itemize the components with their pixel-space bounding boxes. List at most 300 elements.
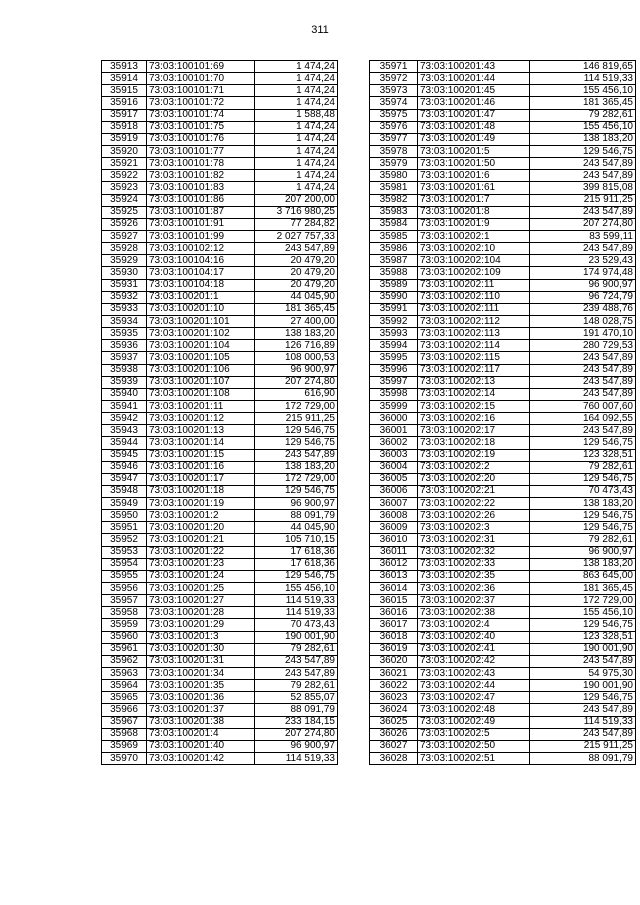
cadastral-value: 1 588,48 [255,109,338,121]
row-number: 36007 [370,498,418,510]
cadastral-value: 243 547,89 [530,704,636,716]
row-number: 35939 [102,376,147,388]
cadastral-value: 243 547,89 [530,388,636,400]
row-number: 36008 [370,510,418,522]
table-row [102,716,338,728]
cadastral-number: 73:03:100201:106 [147,364,255,376]
row-number: 35929 [102,255,147,267]
cadastral-number: 73:03:100202:16 [418,413,530,425]
table-row [102,315,338,327]
cadastral-value: 1 474,24 [255,97,338,109]
cadastral-number: 73:03:100201:2 [147,510,255,522]
row-number: 35964 [102,680,147,692]
cadastral-value: 181 365,45 [530,97,636,109]
cadastral-number: 73:03:100202:4 [418,619,530,631]
row-number: 35993 [370,328,418,340]
row-number: 36020 [370,655,418,667]
cadastral-number: 73:03:100101:99 [147,230,255,242]
table-row [370,352,636,364]
cadastral-value: 123 328,51 [530,631,636,643]
cadastral-value: 243 547,89 [530,206,636,218]
row-number: 35994 [370,340,418,352]
cadastral-value: 88 091,79 [255,704,338,716]
row-number: 35944 [102,437,147,449]
row-number: 36014 [370,583,418,595]
row-number: 35930 [102,267,147,279]
cadastral-value: 172 729,00 [255,400,338,412]
table-row [370,558,636,570]
cadastral-value: 243 547,89 [530,243,636,255]
table-row [102,498,338,510]
row-number: 35955 [102,570,147,582]
table-row [102,279,338,291]
table-row [102,631,338,643]
cadastral-value: 20 479,20 [255,267,338,279]
cadastral-value: 138 183,20 [530,558,636,570]
row-number: 35948 [102,485,147,497]
cadastral-value: 174 974,48 [530,267,636,279]
cadastral-value: 616,90 [255,388,338,400]
cadastral-number: 73:03:100201:43 [418,61,530,73]
cadastral-value: 863 645,00 [530,570,636,582]
cadastral-number: 73:03:100201:10 [147,303,255,315]
cadastral-value: 138 183,20 [255,328,338,340]
cadastral-value: 114 519,33 [530,73,636,85]
row-number: 35940 [102,388,147,400]
cadastral-number: 73:03:100202:33 [418,558,530,570]
cadastral-value: 172 729,00 [255,473,338,485]
table-row [370,388,636,400]
row-number: 35971 [370,61,418,73]
cadastral-number: 73:03:100202:15 [418,400,530,412]
table-row [102,109,338,121]
cadastral-number: 73:03:100101:91 [147,218,255,230]
row-number: 35962 [102,655,147,667]
row-number: 35960 [102,631,147,643]
cadastral-value: 181 365,45 [255,303,338,315]
cadastral-number: 73:03:100202:11 [418,279,530,291]
cadastral-number: 73:03:100202:5 [418,728,530,740]
cadastral-value: 1 474,24 [255,158,338,170]
cadastral-number: 73:03:100201:28 [147,607,255,619]
table-row [102,158,338,170]
cadastral-number: 73:03:100202:19 [418,449,530,461]
table-row [370,546,636,558]
table-row [370,570,636,582]
row-number: 35966 [102,704,147,716]
cadastral-number: 73:03:100201:19 [147,498,255,510]
table-row [370,753,636,765]
table-row [102,328,338,340]
row-number: 35965 [102,692,147,704]
cadastral-value: 108 000,53 [255,352,338,364]
cadastral-value: 88 091,79 [530,753,636,765]
table-row [370,170,636,182]
cadastral-value: 54 975,30 [530,668,636,680]
table-row [370,740,636,752]
table-row [102,461,338,473]
table-row [370,85,636,97]
cadastral-value: 114 519,33 [255,753,338,765]
table-row [370,279,636,291]
table-row [102,704,338,716]
table-row [102,97,338,109]
cadastral-number: 73:03:100202:32 [418,546,530,558]
row-number: 35922 [102,170,147,182]
cadastral-value: 123 328,51 [530,449,636,461]
cadastral-value: 96 900,97 [255,498,338,510]
table-row [370,668,636,680]
table-row [370,194,636,206]
table-row [370,400,636,412]
row-number: 35996 [370,364,418,376]
cadastral-value: 129 546,75 [530,145,636,157]
cadastral-number: 73:03:100201:105 [147,352,255,364]
table-row [102,170,338,182]
cadastral-number: 73:03:100201:101 [147,315,255,327]
row-number: 35925 [102,206,147,218]
cadastral-value: 17 618,36 [255,546,338,558]
table-row [102,376,338,388]
cadastral-value: 23 529,43 [530,255,636,267]
cadastral-number: 73:03:100202:109 [418,267,530,279]
cadastral-number: 73:03:100201:37 [147,704,255,716]
table-row [102,473,338,485]
cadastral-value: 207 274,80 [255,376,338,388]
cadastral-value: 96 900,97 [530,279,636,291]
right-register-table [369,60,636,765]
page-number: 311 [311,24,329,36]
table-row [102,740,338,752]
cadastral-number: 73:03:100101:70 [147,73,255,85]
cadastral-value: 83 599,11 [530,230,636,242]
cadastral-number: 73:03:100201:38 [147,716,255,728]
cadastral-value: 243 547,89 [255,668,338,680]
cadastral-number: 73:03:100101:77 [147,145,255,157]
cadastral-number: 73:03:100201:4 [147,728,255,740]
cadastral-number: 73:03:100101:71 [147,85,255,97]
row-number: 36001 [370,425,418,437]
row-number: 35932 [102,291,147,303]
cadastral-number: 73:03:100202:104 [418,255,530,267]
cadastral-value: 190 001,90 [530,643,636,655]
row-number: 36006 [370,485,418,497]
table-row [370,109,636,121]
table-row [102,485,338,497]
table-row [102,680,338,692]
table-row [102,522,338,534]
cadastral-value: 129 546,75 [530,619,636,631]
row-number: 35921 [102,158,147,170]
cadastral-value: 233 184,15 [255,716,338,728]
cadastral-value: 1 474,24 [255,145,338,157]
table-row [102,643,338,655]
table-row [102,340,338,352]
cadastral-value: 243 547,89 [530,425,636,437]
cadastral-value: 138 183,20 [255,461,338,473]
cadastral-value: 129 546,75 [530,473,636,485]
row-number: 36022 [370,680,418,692]
cadastral-value: 190 001,90 [530,680,636,692]
cadastral-number: 73:03:100101:83 [147,182,255,194]
row-number: 35977 [370,133,418,145]
cadastral-value: 70 473,43 [255,619,338,631]
row-number: 35991 [370,303,418,315]
cadastral-value: 20 479,20 [255,255,338,267]
row-number: 35923 [102,182,147,194]
cadastral-value: 191 470,10 [530,328,636,340]
row-number: 35950 [102,510,147,522]
cadastral-value: 1 474,24 [255,73,338,85]
cadastral-value: 181 365,45 [530,583,636,595]
row-number: 36018 [370,631,418,643]
table-row [102,595,338,607]
cadastral-number: 73:03:100202:26 [418,510,530,522]
cadastral-number: 73:03:100202:38 [418,607,530,619]
cadastral-value: 129 546,75 [530,510,636,522]
cadastral-number: 73:03:100101:69 [147,61,255,73]
row-number: 35984 [370,218,418,230]
cadastral-number: 73:03:100201:47 [418,109,530,121]
cadastral-number: 73:03:100202:1 [418,230,530,242]
table-row [370,230,636,242]
table-row [370,425,636,437]
row-number: 35928 [102,243,147,255]
cadastral-number: 73:03:100202:113 [418,328,530,340]
cadastral-number: 73:03:100202:51 [418,753,530,765]
cadastral-number: 73:03:100101:86 [147,194,255,206]
cadastral-value: 243 547,89 [530,655,636,667]
cadastral-number: 73:03:100202:117 [418,364,530,376]
cadastral-value: 129 546,75 [530,437,636,449]
table-row [370,473,636,485]
table-row [102,583,338,595]
cadastral-value: 172 729,00 [530,595,636,607]
table-row [102,619,338,631]
table-row [370,303,636,315]
row-number: 36016 [370,607,418,619]
cadastral-number: 73:03:100201:36 [147,692,255,704]
cadastral-value: 243 547,89 [530,364,636,376]
row-number: 35999 [370,400,418,412]
cadastral-number: 73:03:100202:13 [418,376,530,388]
table-row [102,753,338,765]
cadastral-value: 148 028,75 [530,315,636,327]
table-row [370,607,636,619]
cadastral-number: 73:03:100201:108 [147,388,255,400]
cadastral-value: 1 474,24 [255,85,338,97]
cadastral-number: 73:03:100201:42 [147,753,255,765]
cadastral-value: 155 456,10 [530,607,636,619]
cadastral-number: 73:03:100201:44 [418,73,530,85]
table-row [370,364,636,376]
cadastral-value: 1 474,24 [255,133,338,145]
row-number: 35980 [370,170,418,182]
cadastral-value: 114 519,33 [255,595,338,607]
table-row [102,218,338,230]
row-number: 35969 [102,740,147,752]
row-number: 35972 [370,73,418,85]
table-row [370,643,636,655]
row-number: 35981 [370,182,418,194]
cadastral-number: 73:03:100201:24 [147,570,255,582]
cadastral-value: 3 716 980,25 [255,206,338,218]
row-number: 35945 [102,449,147,461]
cadastral-value: 105 710,15 [255,534,338,546]
cadastral-value: 129 546,75 [530,522,636,534]
row-number: 35952 [102,534,147,546]
cadastral-number: 73:03:100202:17 [418,425,530,437]
table-row [102,291,338,303]
cadastral-value: 129 546,75 [530,692,636,704]
table-row [370,315,636,327]
cadastral-number: 73:03:100101:82 [147,170,255,182]
cadastral-value: 27 400,00 [255,315,338,327]
row-number: 35924 [102,194,147,206]
cadastral-number: 73:03:100201:13 [147,425,255,437]
cadastral-number: 73:03:100202:49 [418,716,530,728]
table-row [102,570,338,582]
row-number: 36003 [370,449,418,461]
table-row [102,85,338,97]
table-row [102,413,338,425]
cadastral-number: 73:03:100104:16 [147,255,255,267]
cadastral-number: 73:03:100202:112 [418,315,530,327]
cadastral-number: 73:03:100201:15 [147,449,255,461]
cadastral-value: 52 855,07 [255,692,338,704]
cadastral-number: 73:03:100201:29 [147,619,255,631]
table-row [102,388,338,400]
table-row [102,61,338,73]
cadastral-number: 73:03:100201:49 [418,133,530,145]
row-number: 36017 [370,619,418,631]
row-number: 35935 [102,328,147,340]
cadastral-number: 73:03:100201:17 [147,473,255,485]
cadastral-value: 760 007,60 [530,400,636,412]
row-number: 35936 [102,340,147,352]
cadastral-number: 73:03:100202:47 [418,692,530,704]
row-number: 35961 [102,643,147,655]
row-number: 35917 [102,109,147,121]
table-row [102,510,338,522]
table-row [370,182,636,194]
row-number: 36005 [370,473,418,485]
row-number: 35990 [370,291,418,303]
cadastral-value: 79 282,61 [530,534,636,546]
cadastral-number: 73:03:100202:31 [418,534,530,546]
row-number: 35970 [102,753,147,765]
cadastral-value: 17 618,36 [255,558,338,570]
row-number: 36010 [370,534,418,546]
cadastral-value: 126 716,89 [255,340,338,352]
cadastral-value: 129 546,75 [255,485,338,497]
table-row [370,218,636,230]
row-number: 35918 [102,121,147,133]
row-number: 36012 [370,558,418,570]
table-row [102,449,338,461]
cadastral-number: 73:03:100201:14 [147,437,255,449]
table-row [102,728,338,740]
cadastral-number: 73:03:100201:23 [147,558,255,570]
cadastral-number: 73:03:100104:17 [147,267,255,279]
cadastral-value: 2 027 757,33 [255,230,338,242]
table-row [370,133,636,145]
row-number: 35916 [102,97,147,109]
cadastral-number: 73:03:100202:35 [418,570,530,582]
cadastral-number: 73:03:100201:6 [418,170,530,182]
table-row [370,583,636,595]
cadastral-value: 399 815,08 [530,182,636,194]
row-number: 35953 [102,546,147,558]
table-row [102,546,338,558]
table-row [370,437,636,449]
row-number: 35979 [370,158,418,170]
row-number: 35943 [102,425,147,437]
cadastral-number: 73:03:100202:41 [418,643,530,655]
table-row [370,73,636,85]
row-number: 36002 [370,437,418,449]
row-number: 35985 [370,230,418,242]
table-row [370,61,636,73]
cadastral-value: 243 547,89 [255,449,338,461]
cadastral-value: 215 911,25 [530,740,636,752]
row-number: 36009 [370,522,418,534]
cadastral-number: 73:03:100202:43 [418,668,530,680]
cadastral-value: 138 183,20 [530,133,636,145]
table-row [102,400,338,412]
cadastral-value: 96 900,97 [255,740,338,752]
cadastral-number: 73:03:100202:114 [418,340,530,352]
table-row [370,121,636,133]
row-number: 35997 [370,376,418,388]
cadastral-value: 129 546,75 [255,570,338,582]
table-row [370,595,636,607]
row-number: 35963 [102,668,147,680]
row-number: 36021 [370,668,418,680]
table-row [102,352,338,364]
cadastral-value: 1 474,24 [255,182,338,194]
table-row [102,133,338,145]
cadastral-number: 73:03:100201:25 [147,583,255,595]
cadastral-number: 73:03:100202:3 [418,522,530,534]
cadastral-number: 73:03:100104:18 [147,279,255,291]
table-row [370,206,636,218]
cadastral-number: 73:03:100202:21 [418,485,530,497]
row-number: 35941 [102,400,147,412]
cadastral-value: 243 547,89 [255,655,338,667]
row-number: 35995 [370,352,418,364]
table-row [370,340,636,352]
cadastral-number: 73:03:100201:3 [147,631,255,643]
cadastral-number: 73:03:100201:7 [418,194,530,206]
cadastral-value: 77 284,82 [255,218,338,230]
table-row [102,182,338,194]
table-row [370,97,636,109]
table-row [102,267,338,279]
cadastral-value: 155 456,10 [530,121,636,133]
row-number: 36015 [370,595,418,607]
row-number: 35926 [102,218,147,230]
row-number: 35954 [102,558,147,570]
row-number: 35978 [370,145,418,157]
cadastral-number: 73:03:100202:40 [418,631,530,643]
row-number: 35914 [102,73,147,85]
row-number: 36028 [370,753,418,765]
row-number: 35947 [102,473,147,485]
row-number: 35976 [370,121,418,133]
row-number: 35915 [102,85,147,97]
cadastral-value: 155 456,10 [530,85,636,97]
